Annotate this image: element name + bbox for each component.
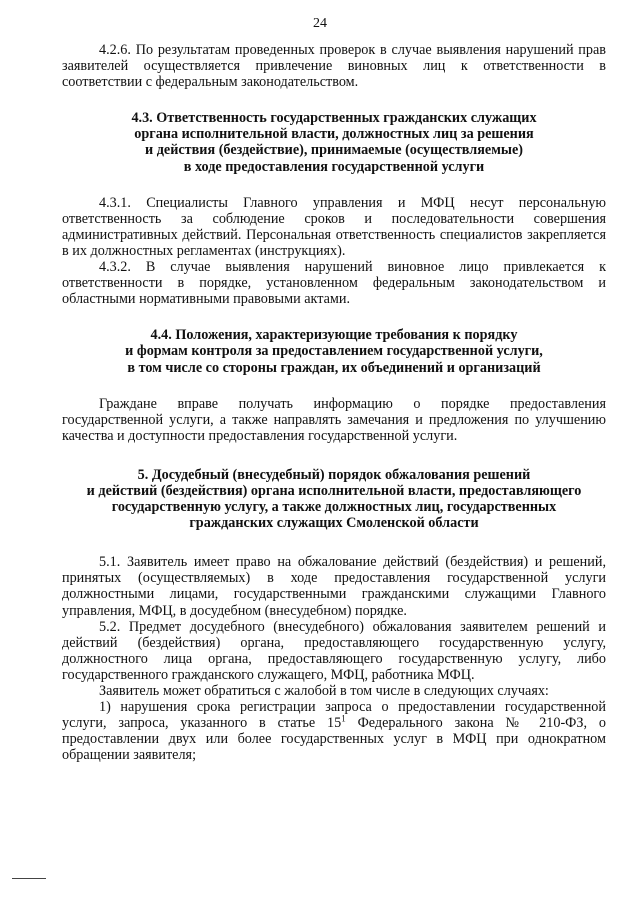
case-1-text-continued: Федерального закона № 210-ФЗ, о предоставлении двух или более государственных услуг в МФЦ при однократном обращении заявителя; [62, 715, 606, 764]
footer-divider [12, 878, 46, 879]
paragraph-5-2: 5.2. Предмет досудебного (внесудебного) обжалования заявителем решений и действий (бездействия) органа, предоставляющего государственную услугу, должностного лица органа, предоставляющего государственную услугу, либо государственного гражданского служащего, МФЦ, работника МФЦ. [62, 618, 606, 683]
heading-line: государственную услугу, а также должностных лиц, государственных [111, 499, 557, 516]
paragraph-case-1 [62, 699, 606, 763]
paragraph-4-4-1: Граждане вправе получать информацию о порядке предоставления государственной услуги, а также направлять замечания и предложения по улучшению качества и доступности предоставления государственной услуги. [62, 395, 606, 444]
heading-5 [62, 467, 606, 531]
heading-line: и формам контроля за предоставлением государственной услуги, [125, 343, 543, 360]
heading-line: и действий (бездействия) органа исполнительной власти, предоставляющего [86, 482, 582, 499]
paragraph-cases-intro: Заявитель может обратиться с жалобой в том числе в следующих случаях: [99, 683, 549, 699]
paragraph-4-3-1: 4.3.1. Специалисты Главного управления и МФЦ несут персональную ответственность за соблюдение сроков и последовательности совершения административных действий. Персональная ответственность специалистов закрепляется в их должностных регламентах (инструкциях). [62, 194, 606, 259]
case-1-text: 1) нарушения срока регистрации запроса о предоставлении государственной услуги, запроса, указанного в статье 15 [62, 699, 606, 732]
superscript: 1 [341, 713, 346, 724]
page-number: 24 [313, 16, 327, 31]
heading-line: в ходе предоставления государственной услуги [183, 158, 485, 175]
paragraph-4-3-2: 4.3.2. В случае выявления нарушений виновное лицо привлекается к ответственности в порядке, установленном федеральным законодательством и областными нормативными правовыми актами. [62, 259, 606, 308]
paragraph-4-2-6: 4.2.6. По результатам проведенных проверок в случае выявления нарушений прав заявителей осуществляется привлечение виновных лиц к ответственности в соответствии с федеральным законодательством. [62, 42, 606, 91]
heading-4-4 [62, 327, 606, 375]
heading-line: гражданских служащих Смоленской области [189, 515, 479, 532]
heading-line: в том числе со стороны граждан, их объединений и организаций [127, 359, 541, 376]
heading-line: 4.3. Ответственность государственных гражданских служащих [131, 110, 537, 127]
heading-4-3 [62, 110, 606, 174]
heading-line: органа исполнительной власти, должностных лиц за решения [134, 126, 534, 143]
heading-line: 5. Досудебный (внесудебный) порядок обжалования решений [137, 466, 531, 483]
paragraph-5-1: 5.1. Заявитель имеет право на обжалование действий (бездействия) и решений, принятых (осуществляемых) в ходе предоставления государственной услуги должностными лицами, государственными гражданскими служащими Главного управления, МФЦ, в досудебном (внесудебном) порядке. [62, 554, 606, 619]
document-body [62, 42, 606, 763]
heading-line: и действия (бездействие), принимаемые (осуществляемые) [145, 142, 523, 159]
heading-line: 4.4. Положения, характеризующие требования к порядку [150, 327, 518, 344]
